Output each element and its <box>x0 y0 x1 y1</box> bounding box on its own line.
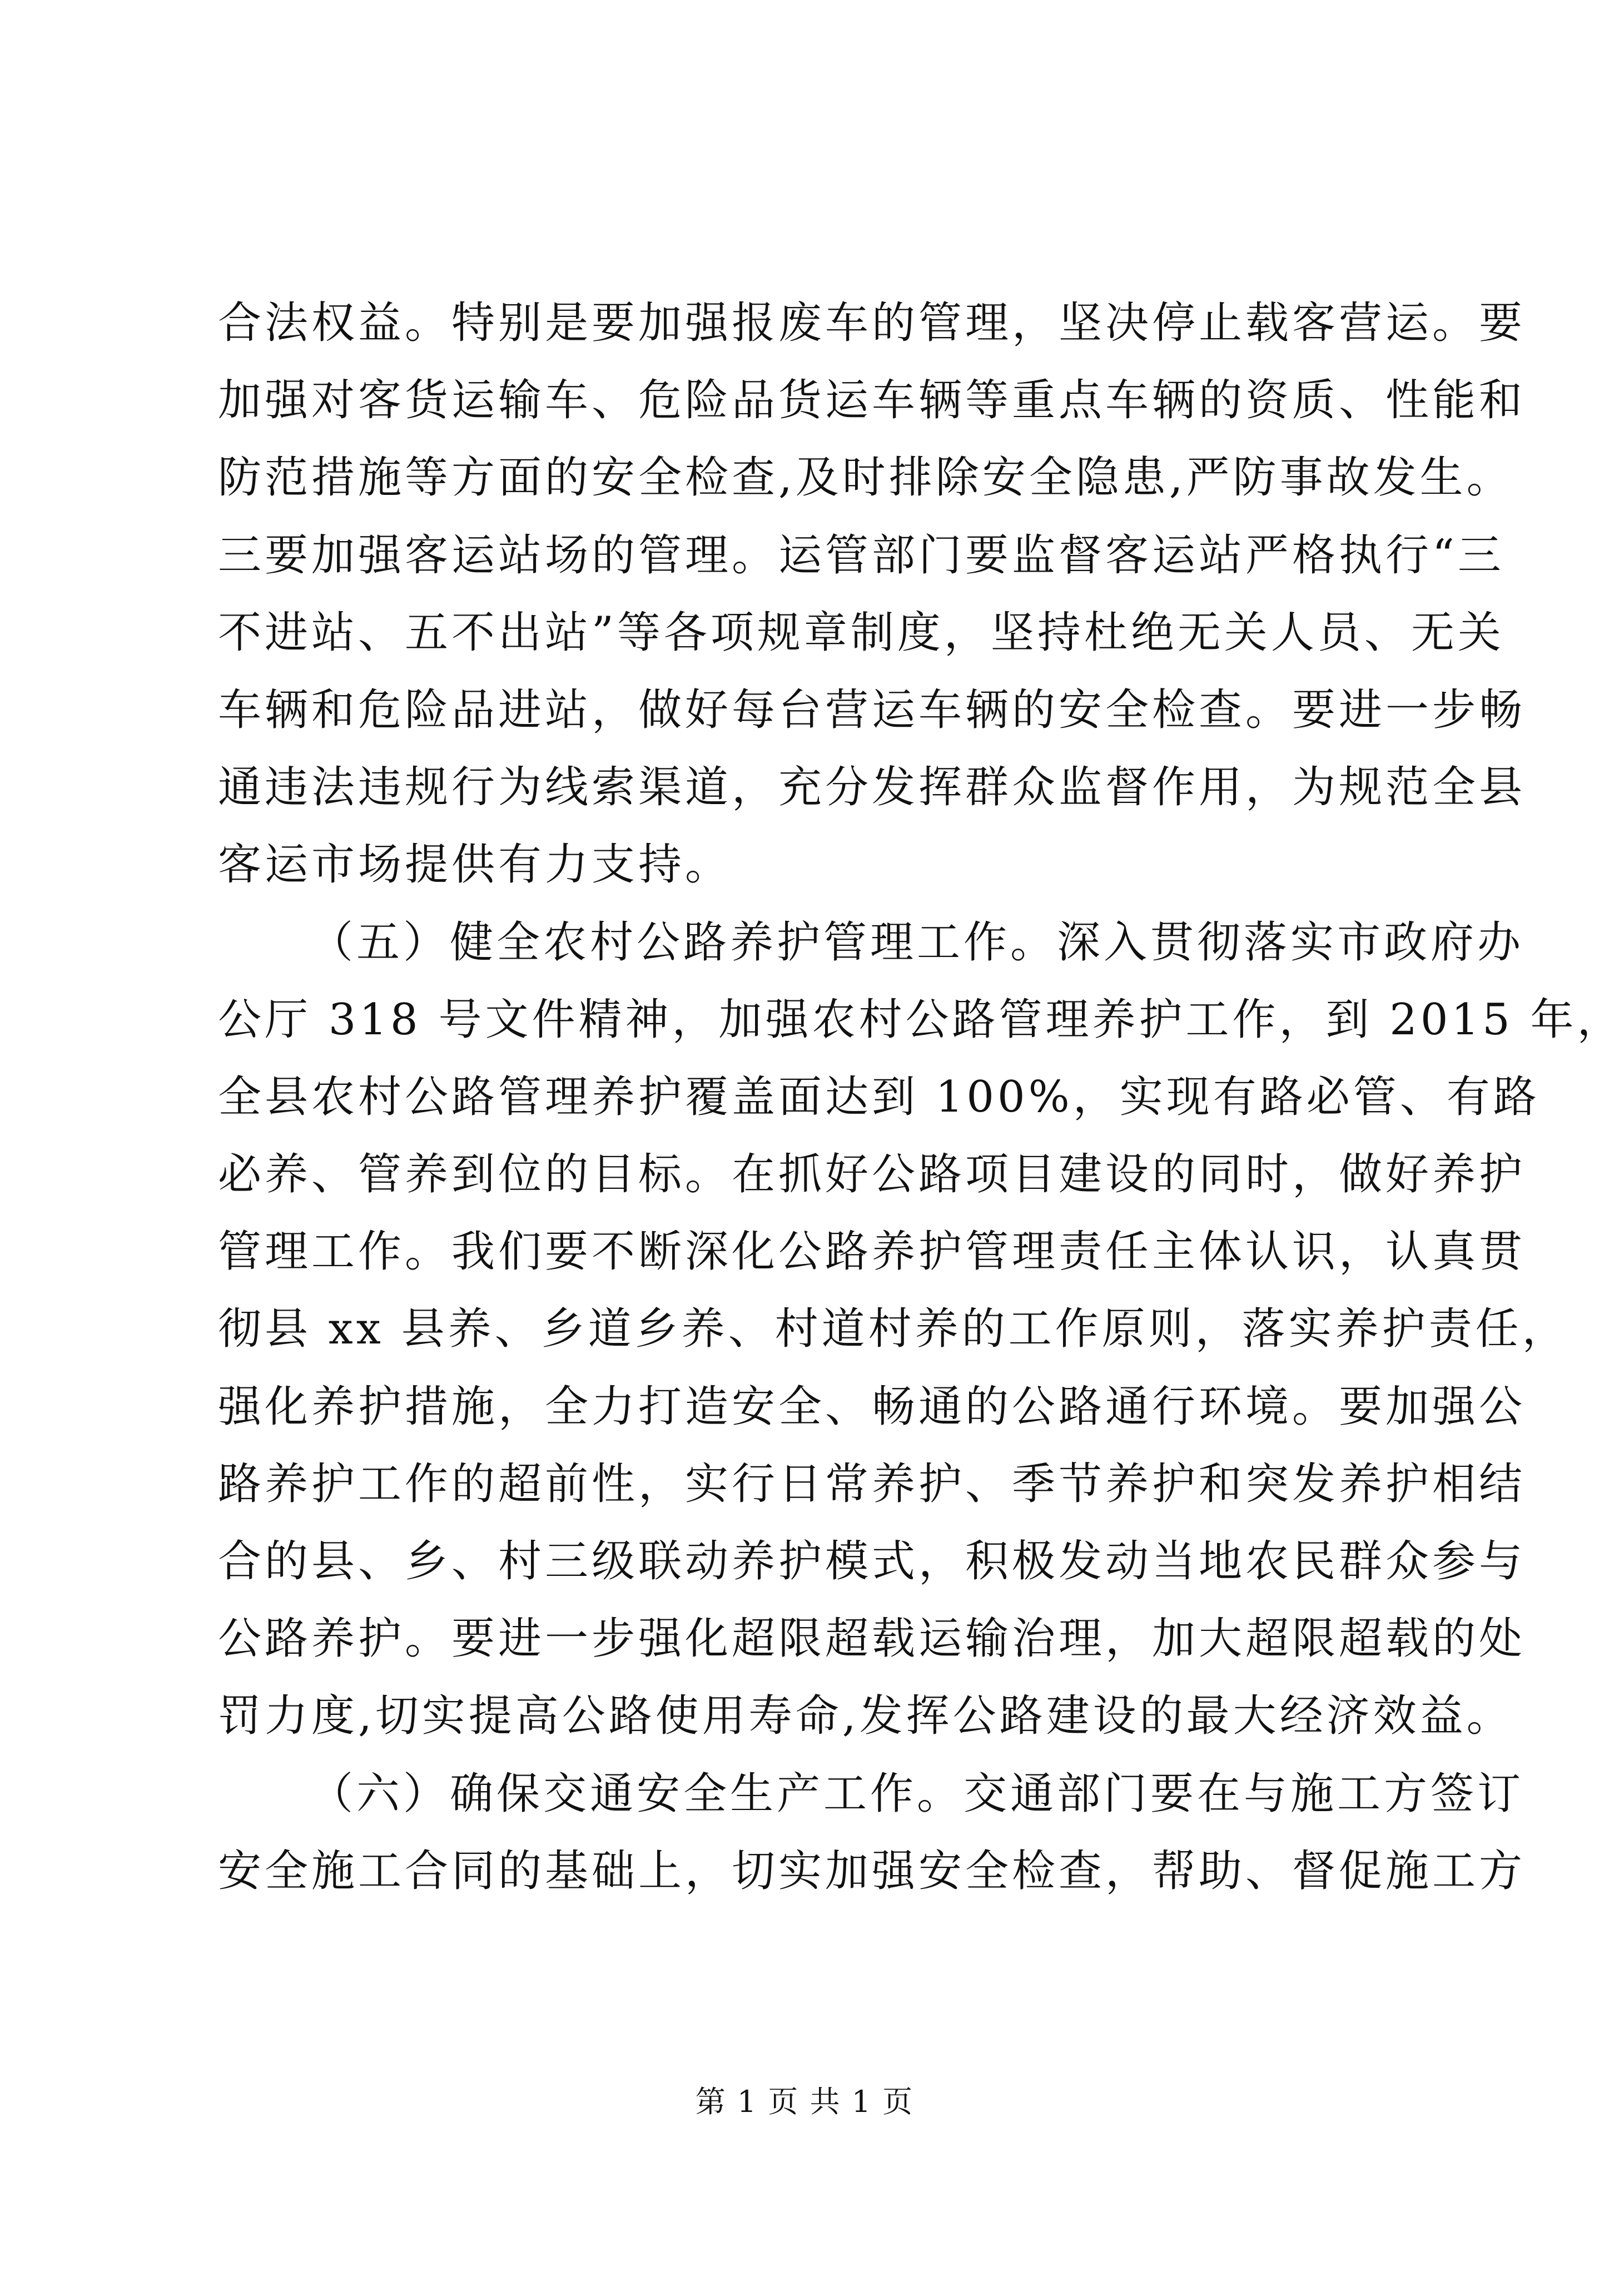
text-line: 公路养护。要进一步强化超限超载运输治理，加大超限超载的处 <box>218 1614 1526 1664</box>
section-heading-line: （六）确保交通安全生产工作。交通部门要在与施工方签订 <box>310 1768 1524 1819</box>
text-line: 通违法违规行为线索渠道，充分发挥群众监督作用，为规范全县 <box>218 762 1526 813</box>
text-line: 必养、管养到位的目标。在抓好公路项目建设的同时，做好养护 <box>218 1149 1526 1200</box>
text-line: 全县农村公路管理养护覆盖面达到 100%，实现有路必管、有路 <box>218 1072 1540 1122</box>
text-line: 三要加强客运站场的管理。运管部门要监督客运站严格执行“三 <box>218 530 1504 581</box>
text-line: 彻县 xx 县养、乡道乡养、村道村养的工作原则，落实养护责任， <box>218 1304 1569 1355</box>
text-line: 罚力度,切实提高公路使用寿命,发挥公路建设的最大经济效益。 <box>218 1691 1513 1742</box>
text-line: 安全施工合同的基础上，切实加强安全检查，帮助、督促施工方 <box>218 1846 1526 1896</box>
text-line: 防范措施等方面的安全检查,及时排除安全隐患,严防事故发生。 <box>218 453 1513 503</box>
text-line: 客运市场提供有力支持。 <box>218 840 732 890</box>
body-text <box>218 285 1624 1910</box>
text-line: 管理工作。我们要不断深化公路养护管理责任主体认识，认真贯 <box>218 1227 1526 1277</box>
text-line: 合的县、乡、村三级联动养护模式，积极发动当地农民群众参与 <box>218 1536 1526 1586</box>
text-line: 合法权益。特别是要加强报废车的管理，坚决停止载客营运。要 <box>218 298 1526 348</box>
page-footer: 第 1 页 共 1 页 <box>695 2084 914 2119</box>
text-line: 强化养护措施，全力打造安全、畅通的公路通行环境。要加强公 <box>218 1381 1526 1432</box>
text-line: 路养护工作的超前性，实行日常养护、季节养护和突发养护相结 <box>218 1459 1526 1509</box>
text-line: 公厅 318 号文件精神，加强农村公路管理养护工作，到 2015 年， <box>218 994 1624 1045</box>
section-heading-line: （五）健全农村公路养护管理工作。深入贯彻落实市政府办 <box>310 917 1524 968</box>
text-line: 车辆和危险品进站，做好每台营运车辆的安全检查。要进一步畅 <box>218 685 1526 735</box>
text-line: 不进站、五不出站”等各项规章制度，坚持杜绝无关人员、无关 <box>218 607 1504 658</box>
text-line: 加强对客货运输车、危险品货运车辆等重点车辆的资质、性能和 <box>218 375 1526 426</box>
